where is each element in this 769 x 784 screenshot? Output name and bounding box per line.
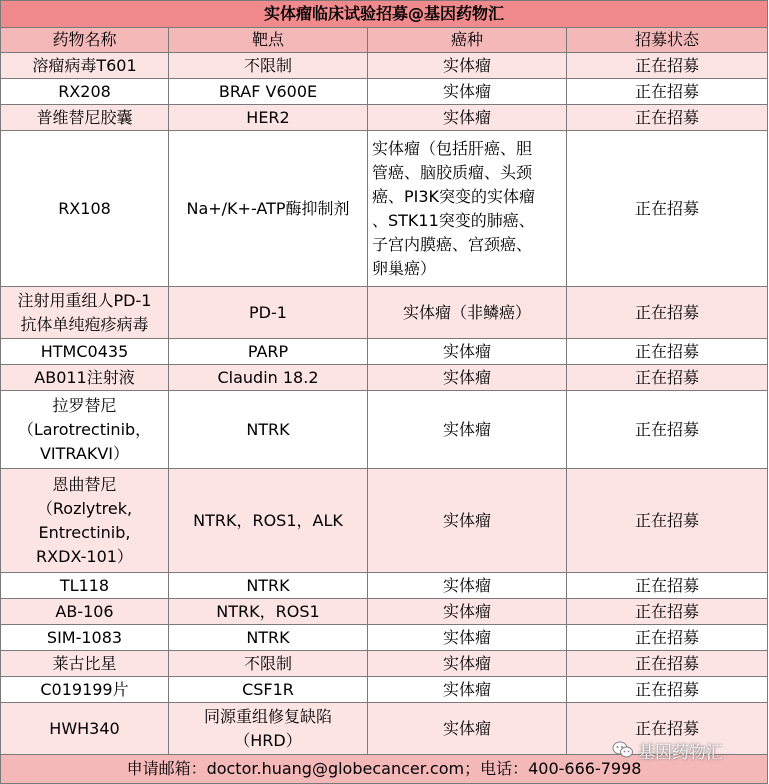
- target-cell: [169, 677, 368, 703]
- drug-cell-text: HWH340: [49, 718, 120, 738]
- cancer-cell-text: 实体瘤: [442, 55, 491, 75]
- table-row: [1, 287, 768, 339]
- target-cell-text: NTRK: [246, 419, 290, 439]
- status-cell-text: 正在招募: [635, 367, 700, 387]
- drug-cell-text: 拉罗替尼 （Larotrectinib， VITRAKVI）: [17, 395, 152, 463]
- table-row: [1, 391, 768, 469]
- target-cell-text: NTRK: [246, 575, 290, 595]
- cancer-cell: [368, 703, 567, 755]
- status-cell-text: 正在招募: [635, 718, 700, 738]
- cancer-cell: [368, 79, 567, 105]
- cancer-cell: [368, 339, 567, 365]
- status-cell-text: 正在招募: [635, 55, 700, 75]
- cancer-cell-text: 实体瘤: [442, 718, 491, 738]
- status-cell: [567, 105, 768, 131]
- status-cell: [567, 469, 768, 573]
- drug-cell: [1, 651, 169, 677]
- drug-cell-text: 普维替尼胶囊: [36, 107, 133, 127]
- status-cell: [567, 339, 768, 365]
- target-cell-text: CSF1R: [242, 679, 294, 699]
- status-cell-text: 正在招募: [635, 107, 700, 127]
- drug-cell-text: SIM-1083: [46, 627, 123, 647]
- drug-cell-text: AB-106: [55, 601, 114, 621]
- table-row: [1, 677, 768, 703]
- cancer-cell-text: 实体瘤（非鳞癌）: [402, 302, 531, 322]
- cancer-cell: [368, 53, 567, 79]
- drug-cell: [1, 677, 169, 703]
- cancer-cell: [368, 105, 567, 131]
- status-cell: [567, 131, 768, 287]
- drug-cell: [1, 599, 169, 625]
- table-row: [1, 79, 768, 105]
- cancer-cell-text: 实体瘤（包括肝癌、胆 管癌、脑胶质瘤、头颈 癌、PI3K突变的实体瘤 、STK11突变的肺癌、 子宫内膜癌、宫颈癌、 卵巢癌）: [372, 138, 536, 278]
- status-cell: [567, 625, 768, 651]
- target-cell: [169, 287, 368, 339]
- status-cell-text: 正在招募: [635, 302, 700, 322]
- cancer-cell: [368, 677, 567, 703]
- target-cell: [169, 469, 368, 573]
- drug-cell: [1, 53, 169, 79]
- table-row: [1, 573, 768, 599]
- target-cell: [169, 53, 368, 79]
- cancer-cell-text: 实体瘤: [442, 653, 491, 673]
- table-row: [1, 53, 768, 79]
- target-cell: [169, 599, 368, 625]
- wechat-icon: [612, 741, 634, 759]
- drug-cell-text: 恩曲替尼 （Rozlytrek, Entrectinib, RXDX-101）: [36, 474, 133, 566]
- column-header-target: 靶点: [169, 28, 368, 53]
- cancer-cell-text: 实体瘤: [442, 107, 491, 127]
- status-cell-text: 正在招募: [635, 419, 700, 439]
- status-cell: [567, 365, 768, 391]
- cancer-cell-text: 实体瘤: [442, 601, 491, 621]
- table-row: [1, 131, 768, 287]
- target-cell: [169, 131, 368, 287]
- table-row: [1, 469, 768, 573]
- cancer-cell-text: 实体瘤: [442, 679, 491, 699]
- drug-cell: [1, 391, 169, 469]
- target-cell: [169, 79, 368, 105]
- status-cell: [567, 53, 768, 79]
- target-cell: [169, 391, 368, 469]
- target-cell-text: PARP: [247, 341, 289, 361]
- drug-cell: [1, 339, 169, 365]
- target-cell-text: HER2: [246, 107, 290, 127]
- cancer-cell-text: 实体瘤: [442, 367, 491, 387]
- table-row: [1, 625, 768, 651]
- drug-cell-text: AB011注射液: [34, 367, 135, 387]
- column-header-cancer: 癌种: [368, 28, 567, 53]
- watermark-text: 基因药物汇: [638, 742, 723, 763]
- cancer-cell: [368, 573, 567, 599]
- cancer-cell: [368, 365, 567, 391]
- cancer-cell: [368, 391, 567, 469]
- status-cell: [567, 391, 768, 469]
- target-cell-text: NTRK: [246, 627, 290, 647]
- watermark: [612, 737, 762, 763]
- target-cell-text: Claudin 18.2: [217, 367, 319, 387]
- status-cell-text: 正在招募: [635, 653, 700, 673]
- cancer-cell: [368, 469, 567, 573]
- status-cell-text: 正在招募: [635, 627, 700, 647]
- cancer-cell: [368, 599, 567, 625]
- target-cell: [169, 339, 368, 365]
- drug-cell: [1, 625, 169, 651]
- cancer-cell-text: 实体瘤: [442, 510, 491, 530]
- drug-cell-text: 溶瘤病毒T601: [32, 55, 137, 75]
- drug-cell-text: TL118: [59, 575, 110, 595]
- cancer-cell-text: 实体瘤: [442, 575, 491, 595]
- status-cell-text: 正在招募: [635, 81, 700, 101]
- drug-cell: [1, 131, 169, 287]
- target-cell-text: BRAF V600E: [218, 81, 318, 101]
- status-cell-text: 正在招募: [635, 341, 700, 361]
- drug-cell: [1, 365, 169, 391]
- status-cell: [567, 677, 768, 703]
- status-cell: [567, 573, 768, 599]
- drug-cell: [1, 573, 169, 599]
- status-cell-text: 正在招募: [635, 575, 700, 595]
- table-row: [1, 365, 768, 391]
- status-cell: [567, 651, 768, 677]
- cancer-cell-text: 实体瘤: [442, 341, 491, 361]
- target-cell: [169, 625, 368, 651]
- status-cell: [567, 287, 768, 339]
- target-cell-text: 不限制: [243, 55, 292, 75]
- cancer-cell: [368, 131, 567, 287]
- status-cell-text: 正在招募: [635, 198, 700, 218]
- cancer-cell: [368, 287, 567, 339]
- target-cell: [169, 105, 368, 131]
- drug-cell: [1, 105, 169, 131]
- table-row: [1, 339, 768, 365]
- drug-cell: [1, 287, 169, 339]
- table-row: [1, 599, 768, 625]
- drug-cell: [1, 79, 169, 105]
- target-cell-text: PD-1: [249, 302, 287, 322]
- drug-cell-text: C019199片: [40, 679, 129, 699]
- column-header-status: 招募状态: [567, 28, 768, 53]
- status-cell-text: 正在招募: [635, 510, 700, 530]
- table-row: [1, 651, 768, 677]
- target-cell-text: 同源重组修复缺陷 （HRD）: [203, 706, 332, 750]
- target-cell-text: NTRK，ROS1，ALK: [193, 510, 343, 530]
- target-cell: [169, 703, 368, 755]
- drug-cell-text: 莱古比星: [52, 653, 117, 673]
- target-cell-text: 不限制: [243, 653, 292, 673]
- cancer-cell-text: 实体瘤: [442, 81, 491, 101]
- drug-cell: [1, 469, 169, 573]
- target-cell-text: Na+/K+-ATP酶抑制剂: [186, 198, 350, 218]
- target-cell: [169, 651, 368, 677]
- cancer-cell-text: 实体瘤: [442, 627, 491, 647]
- drug-cell-text: 注射用重组人PD-1 抗体单纯疱疹病毒: [17, 290, 152, 334]
- contact-footer: 申请邮箱：doctor.huang@globecancer.com；电话：400-666-7998: [1, 755, 768, 784]
- status-cell-text: 正在招募: [635, 679, 700, 699]
- drug-cell-text: RX208: [58, 81, 111, 101]
- column-header-drug: 药物名称: [1, 28, 169, 53]
- target-cell: [169, 573, 368, 599]
- table-title: 实体瘤临床试验招募@基因药物汇: [1, 1, 768, 28]
- target-cell: [169, 365, 368, 391]
- drug-cell: [1, 703, 169, 755]
- drug-cell-text: HTMC0435: [40, 341, 129, 361]
- drug-cell-text: RX108: [58, 198, 111, 218]
- table-row: [1, 105, 768, 131]
- cancer-cell: [368, 651, 567, 677]
- cancer-cell: [368, 625, 567, 651]
- status-cell-text: 正在招募: [635, 601, 700, 621]
- target-cell-text: NTRK，ROS1: [216, 601, 320, 621]
- cancer-cell-text: 实体瘤: [442, 419, 491, 439]
- status-cell: [567, 79, 768, 105]
- table-header-row: [1, 28, 768, 53]
- status-cell: [567, 599, 768, 625]
